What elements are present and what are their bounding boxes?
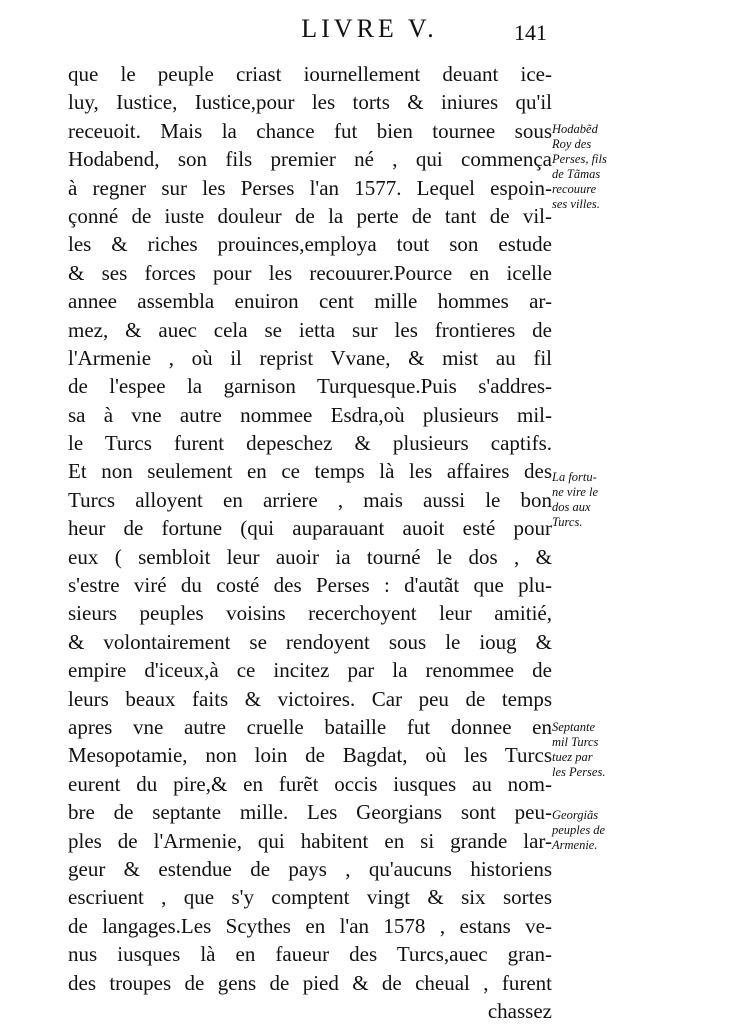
text-line: apres vne autre cruelle bataille fut donnee en <box>68 714 552 739</box>
text-line: de l'espee la garnison Turquesque.Puis s'addres- <box>68 374 552 399</box>
text-line: luy, Iustice, Iustice,pour les torts & iniures qu'il <box>68 90 552 115</box>
margin-note-fortune <box>552 470 662 530</box>
margin-note-georgians <box>552 808 662 853</box>
text-line: & ses forces pour les recouurer.Pource en icelle <box>68 260 552 285</box>
text-line: escriuent , que s'y comptent vingt & six sortes <box>68 885 552 910</box>
text-line: leurs beaux faits & victoires. Car peu de temps <box>68 686 552 711</box>
text-line: l'Armenie , où il reprist Vvane, & mist au fil <box>68 345 552 370</box>
text-line: le Turcs furent depeschez & plusieurs captifs. <box>68 431 552 456</box>
margin-note-line: Armenie. <box>552 838 598 852</box>
text-line: sieurs peuples voisins recerchoyent leur amitié, <box>68 601 552 626</box>
text-line: nus iusques là en faueur des Turcs,auec gran- <box>68 942 552 967</box>
body-text <box>68 60 552 1025</box>
margin-note-line: La fortu- <box>552 470 597 484</box>
text-line: les & riches prouinces,employa tout son estude <box>68 232 552 257</box>
running-title: LIVRE V. <box>301 14 438 43</box>
margin-note-line: ses villes. <box>552 197 600 211</box>
margin-note-hodabend <box>552 122 662 212</box>
text-line: Turcs alloyent en arriere , mais aussi le bon <box>68 487 552 512</box>
text-line: annee assembla enuiron cent mille hommes ar- <box>68 289 552 314</box>
margin-note-line: Roy des <box>552 137 592 151</box>
text-line: de langages.Les Scythes en l'an 1578 , estans ve- <box>68 913 552 938</box>
margin-note-line: les Perses. <box>552 765 606 779</box>
margin-note-line: Septante <box>552 720 596 734</box>
text-line: Hodabend, son fils premier né , qui commença <box>68 147 552 172</box>
margin-note-line: peuples de <box>552 823 606 837</box>
text-line: à regner sur les Perses l'an 1577. Lequel espoin- <box>68 175 552 200</box>
text-line: geur & estendue de pays , qu'aucuns historiens <box>68 856 552 881</box>
text-line: eurent du pire,& en furẽt occis iusques au nom- <box>68 771 552 796</box>
margin-note-line: Perses, fils <box>552 152 607 166</box>
margin-note-line: tuez par <box>552 750 593 764</box>
margin-note-line: dos aux <box>552 500 591 514</box>
text-line: empire d'iceux,à ce incitez par la renommee de <box>68 658 552 683</box>
margin-note-line: mil Turcs <box>552 735 599 749</box>
catchword: chassez <box>487 998 552 1023</box>
text-line: heur de fortune (qui auparauant auoit esté pour <box>68 516 552 541</box>
page-number: 141 <box>514 20 547 45</box>
text-line: s'estre viré du costé des Perses : d'autãt que plu- <box>68 573 552 598</box>
margin-note-septante <box>552 720 662 780</box>
text-line: Et non seulement en ce temps là les affaires des <box>68 459 552 484</box>
text-line: Mesopotamie, non loin de Bagdat, où les Turcs <box>68 743 552 768</box>
margin-note-line: Georgiãs <box>552 808 599 822</box>
margin-note-line: de Tãmas <box>552 167 601 181</box>
text-line: eux ( sembloit leur auoir ia tourné le dos , & <box>68 544 552 569</box>
text-line: & volontairement se rendoyent sous le ioug & <box>68 629 552 654</box>
text-line: que le peuple criast iournellement deuant ice- <box>68 62 552 86</box>
margin-note-line: Turcs. <box>552 515 583 529</box>
margin-note-line: Hodabẽd <box>552 122 598 136</box>
text-line: çonné de iuste douleur de la perte de tant de vil- <box>68 203 552 228</box>
text-line: mez, & auec cela se ietta sur les frontieres de <box>68 317 552 342</box>
text-line: bre de septante mille. Les Georgians sont peu- <box>68 800 552 825</box>
text-line: ples de l'Armenie, qui habitent en si grande lar- <box>68 828 552 853</box>
text-line: des troupes de gens de pied & de cheual , furent <box>68 970 552 995</box>
margin-note-line: recouure <box>552 182 597 196</box>
text-line: sa à vne autre nommee Esdra,où plusieurs mil- <box>68 402 552 427</box>
text-line: receuoit. Mais la chance fut bien tournee sous <box>68 118 552 143</box>
margin-note-line: ne vire le <box>552 485 599 499</box>
